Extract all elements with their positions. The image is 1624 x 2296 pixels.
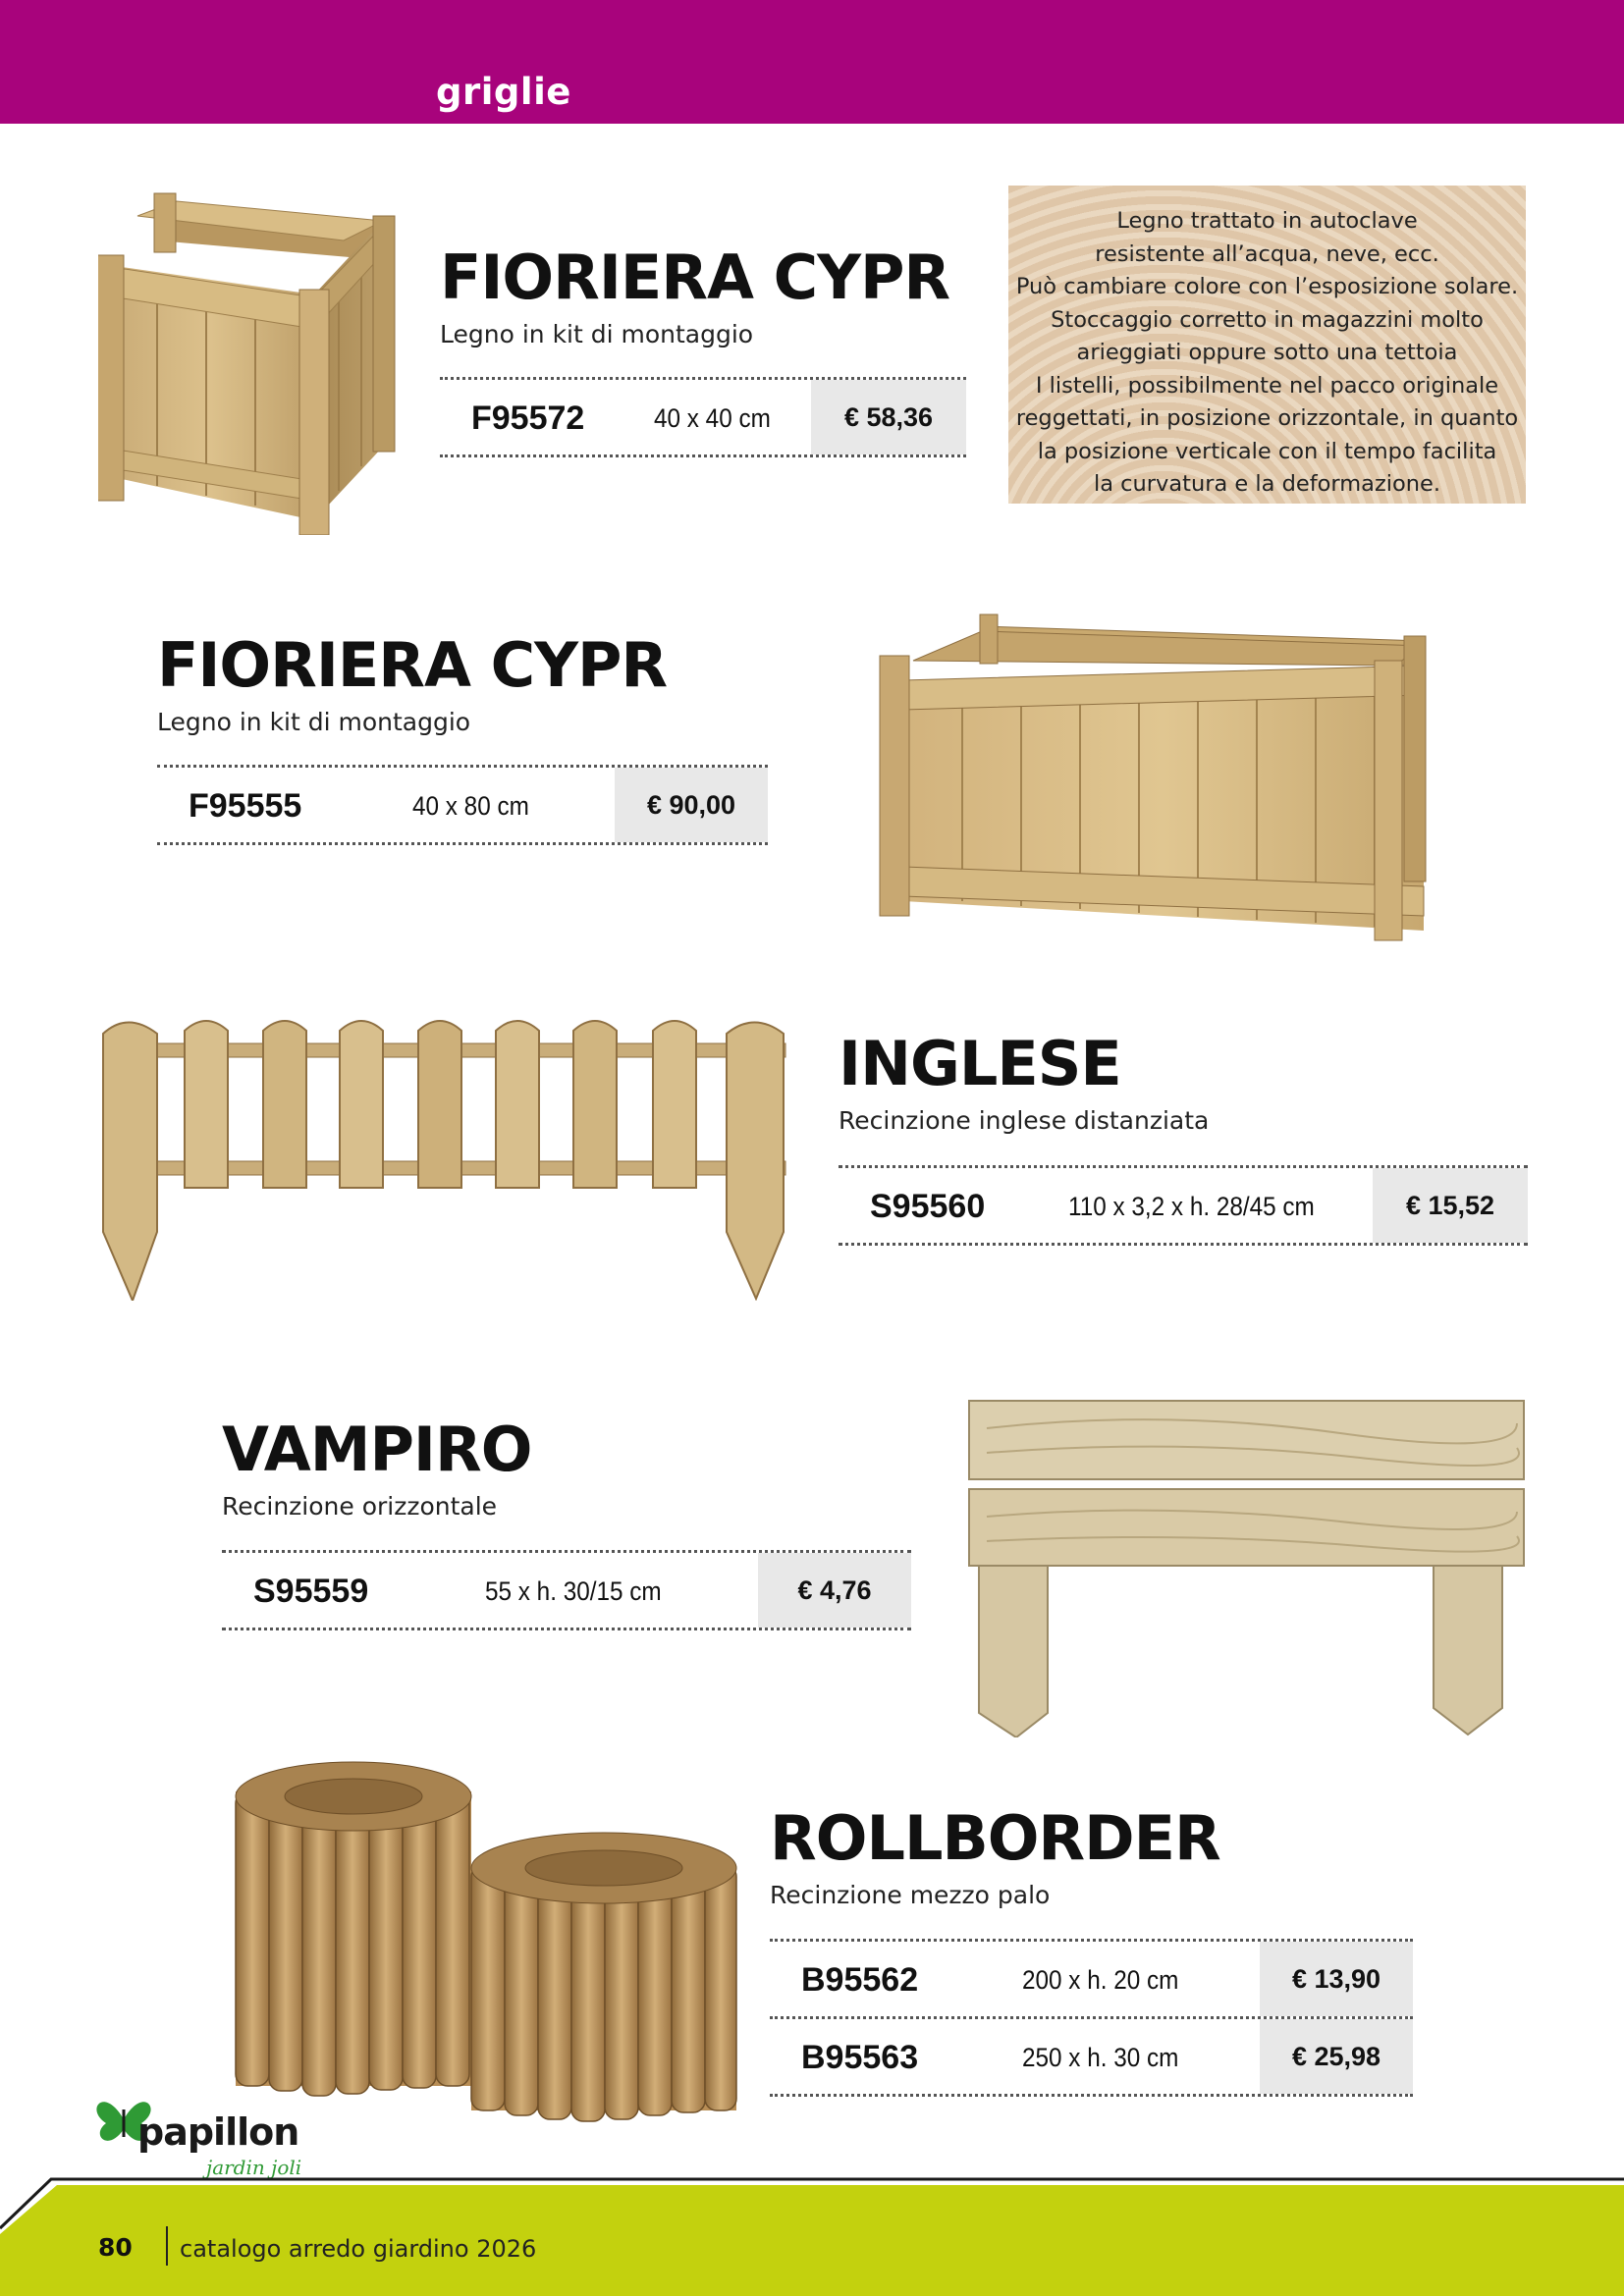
care-info-text	[1008, 205, 1526, 502]
product-price: € 15,52	[1373, 1168, 1528, 1243]
info-line: I listelli, possibilmente nel pacco originale	[1035, 372, 1499, 399]
product-dimensions: 40 x 40 cm	[654, 403, 771, 433]
product-price-table	[222, 1550, 911, 1630]
product-price: € 4,76	[758, 1553, 911, 1628]
product-subtitle: Recinzione orizzontale	[222, 1492, 498, 1521]
product-dimensions: 110 x 3,2 x h. 28/45 cm	[1068, 1192, 1315, 1221]
product-subtitle: Legno in kit di montaggio	[157, 708, 471, 736]
product-price-table	[770, 1939, 1413, 2097]
planter-rectangular-image	[874, 607, 1434, 965]
product-title: VAMPIRO	[222, 1414, 532, 1485]
log-roll-border-image	[226, 1752, 756, 2125]
info-line: la curvatura e la deformazione.	[1093, 471, 1441, 497]
price-row	[222, 1553, 911, 1630]
product-code: B95562	[801, 1961, 919, 1999]
product-subtitle: Legno in kit di montaggio	[440, 320, 754, 348]
page-number: 80	[98, 2233, 133, 2262]
product-dimensions: 200 x h. 20 cm	[1022, 1965, 1179, 1995]
picket-fence-image	[98, 1006, 795, 1301]
brand-logo-name: papillon	[137, 2110, 299, 2154]
planter-square-image	[98, 182, 437, 535]
product-price: € 58,36	[811, 380, 966, 454]
product-price: € 25,98	[1260, 2019, 1413, 2094]
product-price-table	[839, 1165, 1528, 1246]
product-code: F95572	[471, 400, 585, 437]
product-title: INGLESE	[839, 1028, 1121, 1099]
product-title: ROLLBORDER	[770, 1802, 1220, 1874]
info-line: reggettati, in posizione orizzontale, in quanto	[1015, 405, 1519, 431]
product-title: FIORIERA CYPR	[440, 241, 950, 313]
horizontal-border-image	[967, 1399, 1527, 1737]
footer-divider	[166, 2226, 168, 2266]
info-line: Può cambiare colore con l’esposizione solare.	[1015, 274, 1519, 299]
product-code: S95559	[253, 1573, 369, 1610]
brand-logo-tagline: jardin joli	[206, 2156, 302, 2179]
info-line: Stoccaggio corretto in magazzini molto	[1051, 306, 1484, 333]
price-row	[770, 2019, 1413, 2097]
section-title: griglie	[436, 71, 571, 113]
care-info-box	[1008, 186, 1526, 504]
catalog-footer-text: catalogo arredo giardino 2026	[180, 2235, 537, 2263]
info-line: Legno trattato in autoclave	[1116, 208, 1418, 234]
product-price: € 13,90	[1260, 1942, 1413, 2016]
price-row	[839, 1168, 1528, 1246]
info-line: arieggiati oppure sotto una tettoia	[1076, 340, 1458, 365]
product-price: € 90,00	[615, 768, 768, 842]
price-row	[440, 380, 966, 457]
product-code: S95560	[870, 1188, 986, 1225]
log-roll-small	[471, 1833, 736, 2121]
product-code: B95563	[801, 2039, 919, 2076]
product-code: F95555	[189, 787, 302, 825]
info-line: resistente all’acqua, neve, ecc.	[1095, 240, 1439, 267]
price-row	[157, 768, 768, 845]
section-header-bar	[0, 0, 1624, 124]
product-price-table	[157, 765, 768, 845]
product-dimensions: 40 x 80 cm	[412, 791, 529, 821]
log-roll-large	[236, 1762, 471, 2096]
product-title: FIORIERA CYPR	[157, 629, 668, 701]
product-subtitle: Recinzione mezzo palo	[770, 1881, 1051, 1909]
product-subtitle: Recinzione inglese distanziata	[839, 1106, 1210, 1135]
product-dimensions: 55 x h. 30/15 cm	[485, 1576, 662, 1606]
price-row	[770, 1942, 1413, 2019]
info-line: la posizione verticale con il tempo facilita	[1037, 438, 1497, 464]
product-dimensions: 250 x h. 30 cm	[1022, 2043, 1179, 2072]
product-price-table	[440, 377, 966, 457]
